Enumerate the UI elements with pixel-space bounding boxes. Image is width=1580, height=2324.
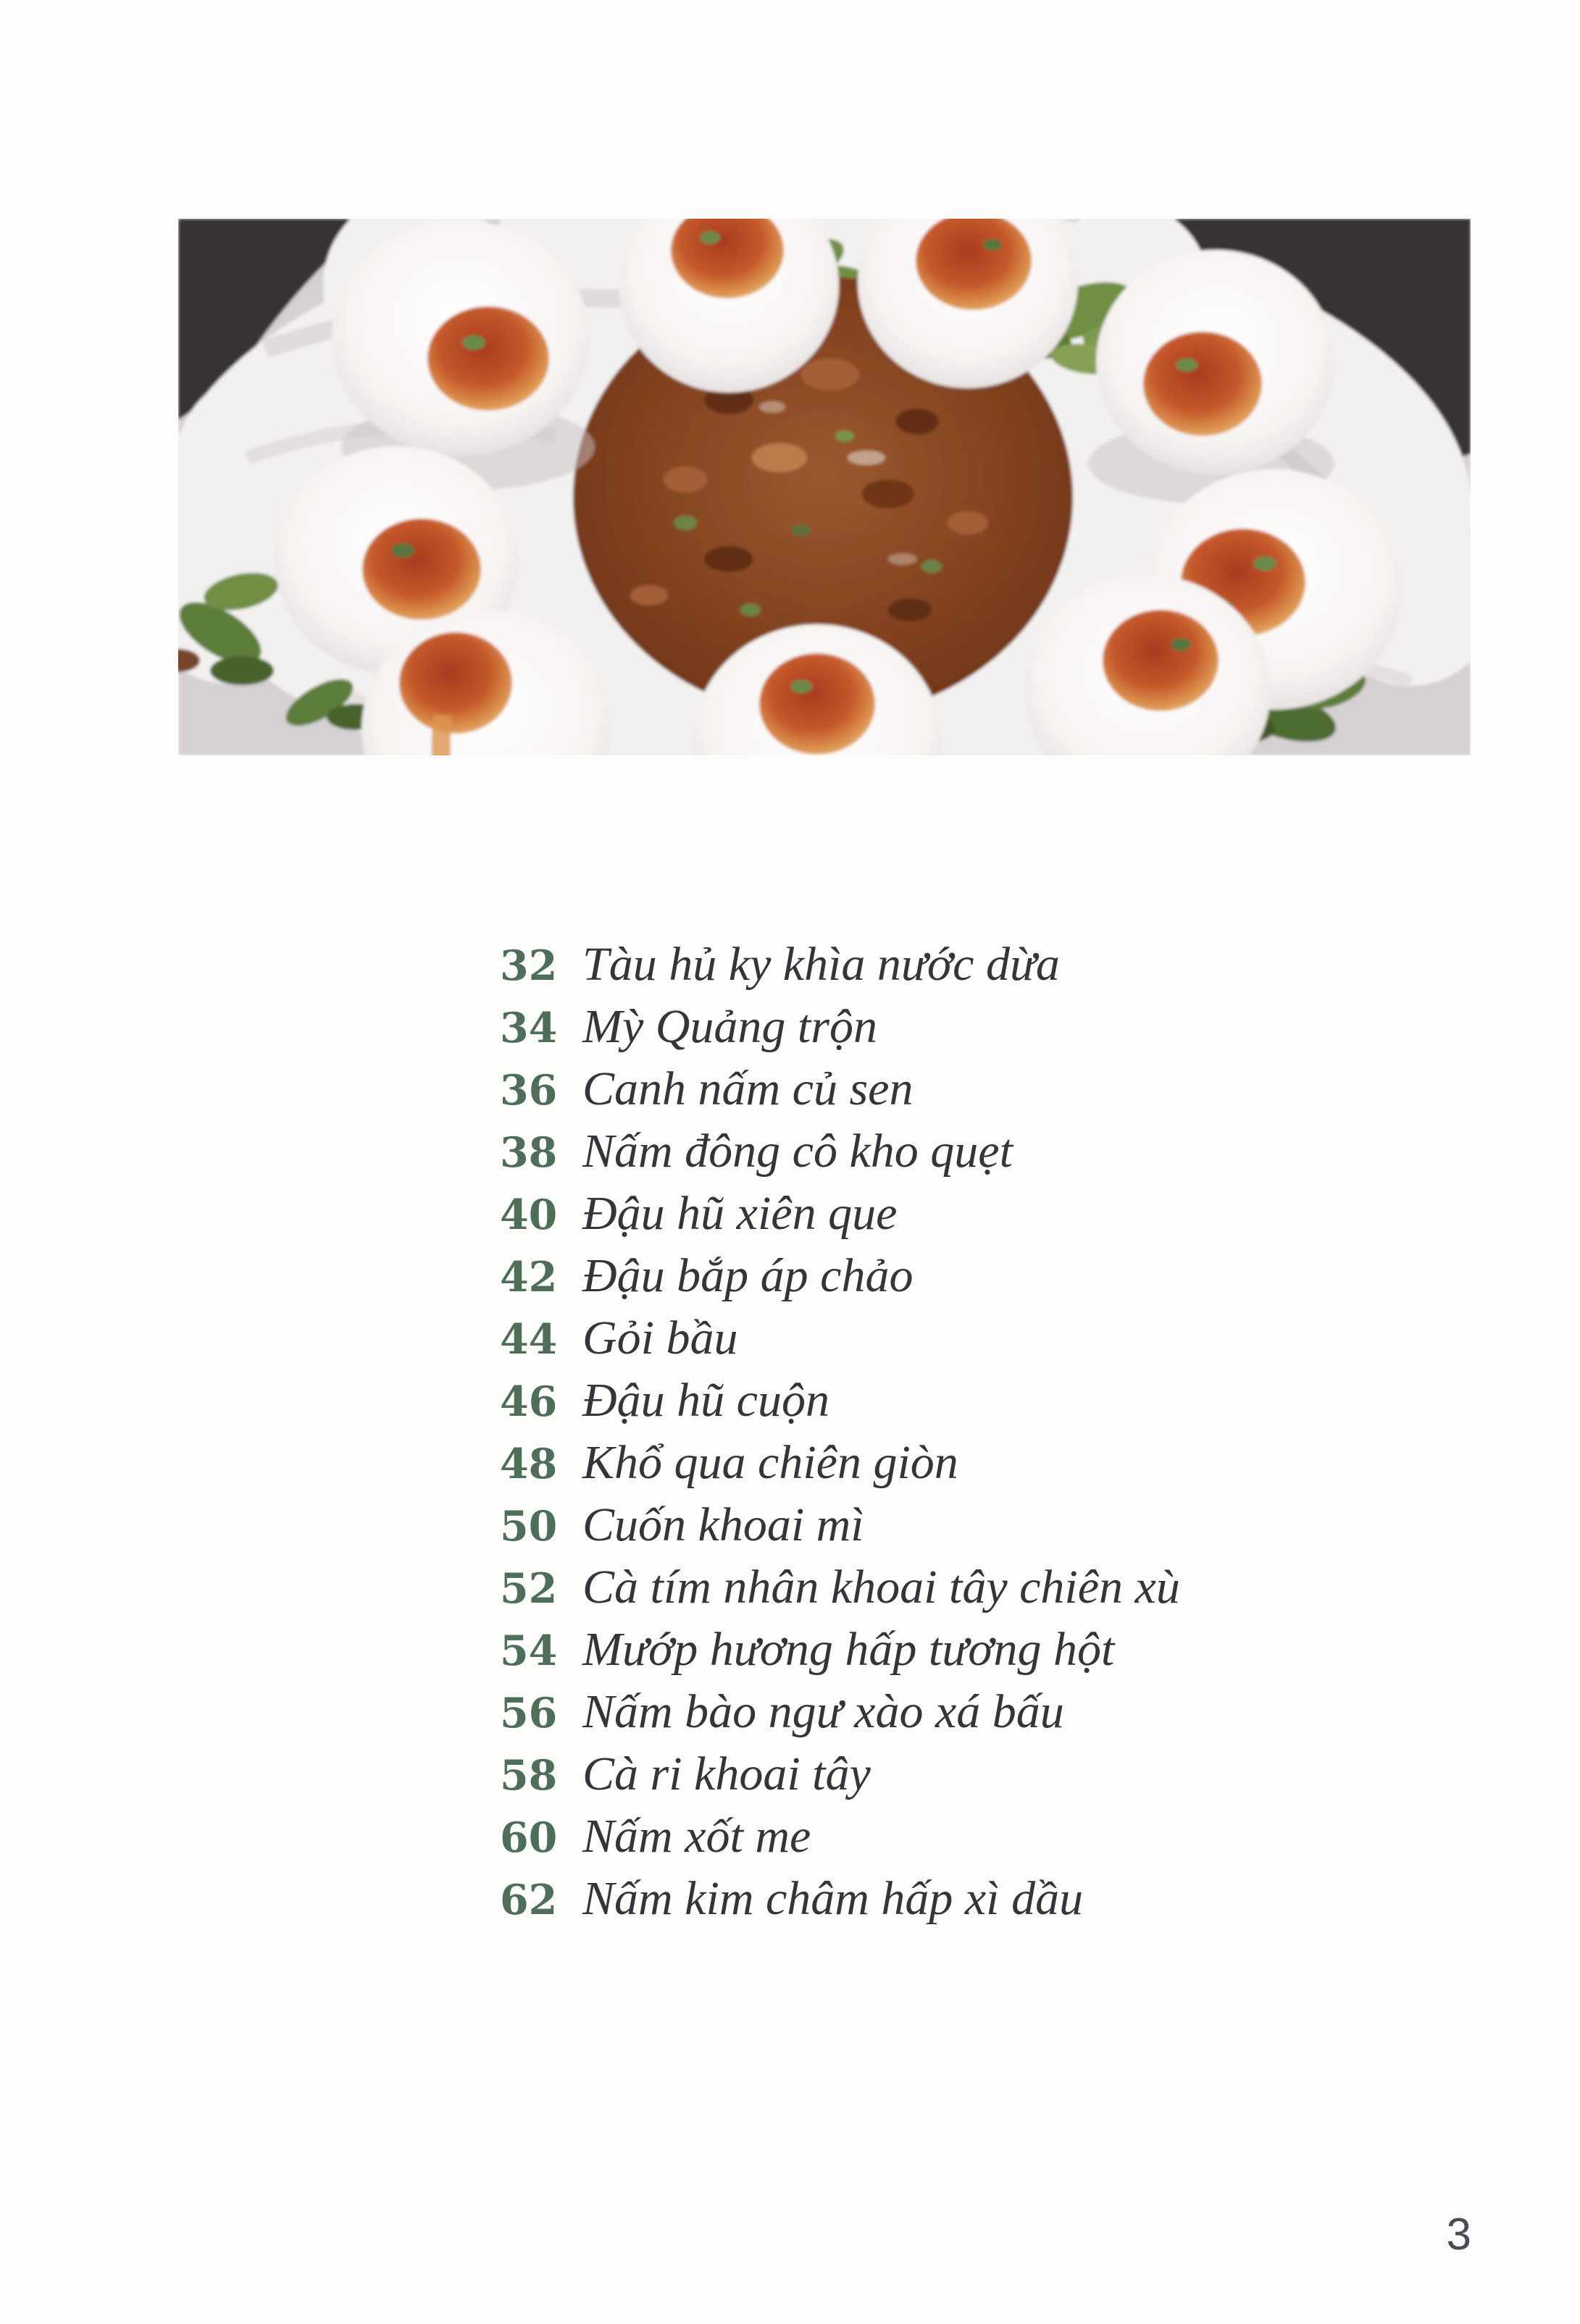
toc-entry-page-number: 44 <box>500 1315 558 1364</box>
toc-entry-title: Nấm bào ngư xào xá bấu <box>582 1685 1064 1738</box>
toc-entry-title: Khổ qua chiên giòn <box>582 1436 958 1489</box>
toc-entry <box>500 1871 1180 1934</box>
toc-entry <box>500 1249 1180 1311</box>
toc-entry-page-number: 46 <box>500 1377 558 1426</box>
toc-entry-page-number: 40 <box>500 1191 558 1239</box>
page-number: 3 <box>1446 2210 1471 2260</box>
toc-entry-title: Gỏi bầu <box>582 1312 738 1364</box>
toc-entry-page-number: 54 <box>500 1627 558 1675</box>
toc-entry-page-number: 48 <box>500 1440 558 1488</box>
toc-entry-title: Mướp hương hấp tương hột <box>582 1623 1115 1676</box>
toc-entry <box>500 1311 1180 1373</box>
toc-entry <box>500 1124 1180 1186</box>
toc-entry <box>500 1809 1180 1871</box>
toc-entry <box>500 1435 1180 1498</box>
toc-entry <box>500 1186 1180 1249</box>
toc-entry-title: Nấm đông cô kho quẹt <box>582 1125 1013 1178</box>
toc-entry <box>500 1560 1180 1622</box>
toc-entry-page-number: 56 <box>500 1689 558 1737</box>
toc-entry-page-number: 62 <box>500 1876 558 1924</box>
toc-entry-title: Canh nấm củ sen <box>582 1062 914 1115</box>
toc-entry-title: Tàu hủ ky khìa nước dừa <box>582 938 1060 991</box>
toc-entry-page-number: 36 <box>500 1066 558 1115</box>
dish-photo-art <box>178 219 1471 755</box>
toc-entry-page-number: 34 <box>500 1004 558 1052</box>
toc-entry-title: Cà ri khoai tây <box>582 1748 871 1800</box>
toc-entry-page-number: 58 <box>500 1751 558 1800</box>
toc-entry <box>500 1373 1180 1435</box>
toc-entry-page-number: 50 <box>500 1502 558 1551</box>
toc-entry-title: Mỳ Quảng trộn <box>582 1000 877 1053</box>
toc-entry <box>500 1685 1180 1747</box>
toc-entry-page-number: 60 <box>500 1813 558 1862</box>
toc-entry-title: Nấm kim châm hấp xì dầu <box>582 1872 1084 1925</box>
toc-entry-title: Đậu bắp áp chảo <box>582 1249 914 1302</box>
toc-entry-title: Nấm xốt me <box>582 1810 811 1863</box>
toc-entry <box>500 1622 1180 1685</box>
dish-photo <box>178 219 1471 755</box>
toc-entry <box>500 937 1180 999</box>
table-of-contents <box>500 937 1180 1934</box>
toc-entry-page-number: 52 <box>500 1564 558 1613</box>
toc-entry-title: Đậu hũ xiên que <box>582 1187 898 1240</box>
toc-entry-page-number: 38 <box>500 1128 558 1177</box>
toc-entry <box>500 999 1180 1062</box>
toc-entry-page-number: 42 <box>500 1253 558 1301</box>
toc-entry-title: Cà tím nhân khoai tây chiên xù <box>582 1561 1180 1614</box>
toc-entry <box>500 1062 1180 1124</box>
toc-entry-title: Cuốn khoai mì <box>582 1498 864 1551</box>
toc-entry-page-number: 32 <box>500 941 558 990</box>
toc-entry <box>500 1747 1180 1809</box>
toc-entry <box>500 1498 1180 1560</box>
toc-entry-title: Đậu hũ cuộn <box>582 1374 829 1427</box>
